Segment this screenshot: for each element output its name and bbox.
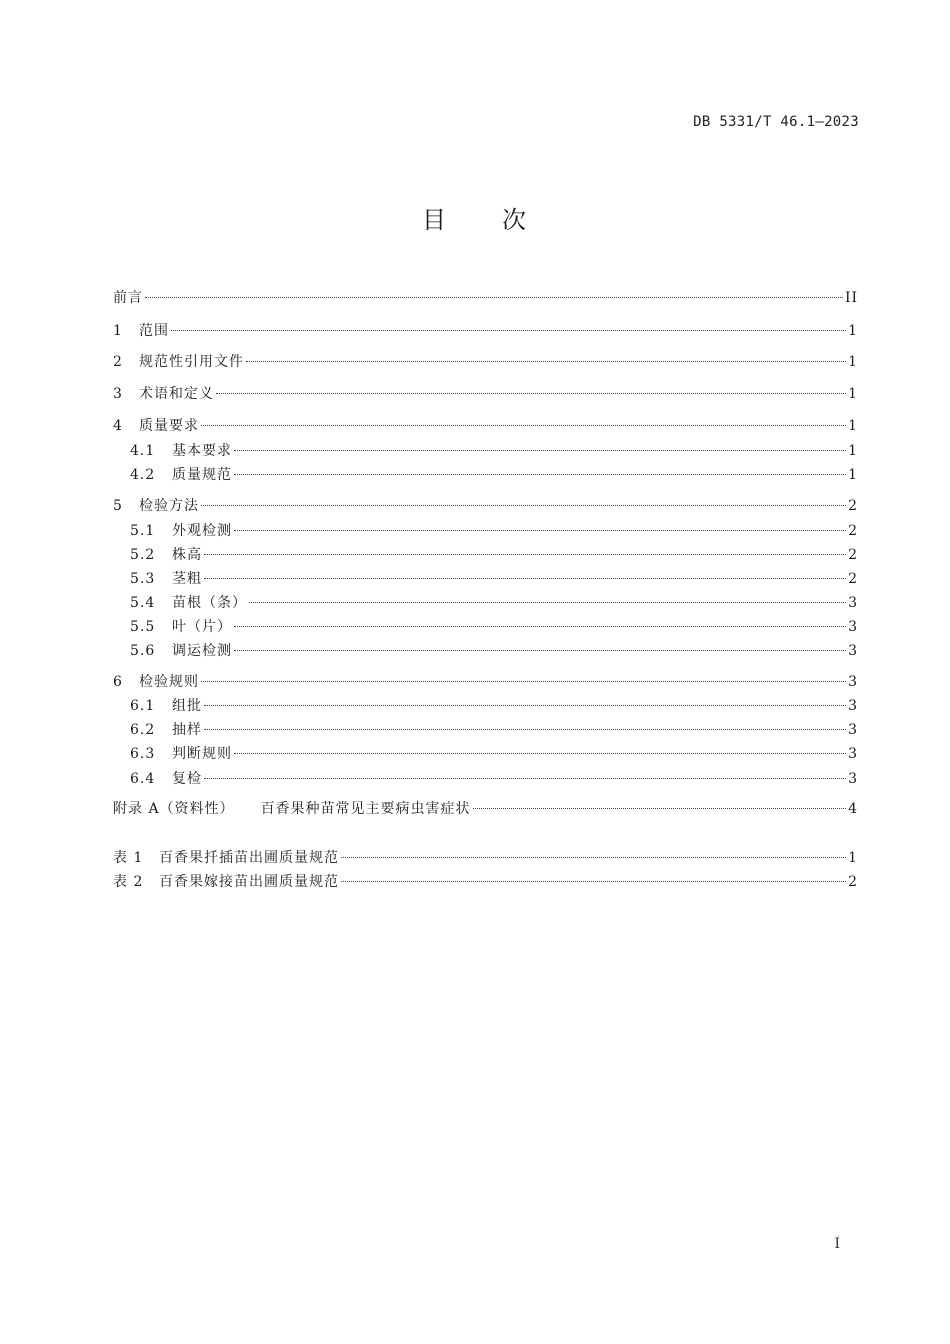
toc-entry-number: 6.1 (130, 698, 156, 714)
toc-entry-label: 检验规则 (139, 674, 199, 690)
toc-entry[interactable] (113, 719, 858, 741)
dot-leader (341, 856, 846, 858)
dot-leader (341, 880, 846, 882)
dot-leader (473, 807, 846, 809)
toc-entry-label: 规范性引用文件 (139, 354, 244, 370)
dot-leader (234, 625, 846, 627)
toc-entry[interactable] (113, 743, 858, 765)
page-number: I (834, 1236, 840, 1252)
table-list-entry[interactable] (113, 871, 858, 893)
toc-entry-number: 5.3 (130, 571, 156, 587)
table-entry-page: 1 (848, 850, 858, 866)
dot-leader (234, 649, 846, 651)
toc-entry-number: 6.4 (130, 771, 156, 787)
toc-entry[interactable] (113, 464, 858, 486)
dot-leader (204, 728, 846, 730)
table-entry-label: 百香果嫁接苗出圃质量规范 (159, 874, 339, 890)
toc-entry-label: 基本要求 (172, 443, 232, 459)
toc-entry-label: 外观检测 (172, 523, 232, 539)
toc-entry-number: 6 (113, 674, 123, 690)
toc-entry-number: 5.5 (130, 619, 156, 635)
toc-entry-page: II (844, 290, 858, 306)
toc-entry-page: 4 (848, 801, 858, 817)
toc-entry[interactable] (113, 768, 858, 790)
toc-entry[interactable] (113, 671, 858, 693)
toc-entry[interactable] (113, 798, 858, 820)
dot-leader (171, 329, 846, 331)
title-char-2: 次 (502, 206, 528, 234)
table-entry-label: 百香果扦插苗出圃质量规范 (159, 850, 339, 866)
toc-entry-number: 3 (113, 386, 123, 402)
toc-entry-number: 5.2 (130, 547, 156, 563)
toc-entry-label: 复检 (172, 771, 202, 787)
toc-entry-label: 苗根（条） (172, 595, 247, 611)
dot-leader (204, 577, 846, 579)
dot-leader (234, 473, 846, 475)
toc-entry[interactable] (113, 616, 858, 638)
toc-entry-label: 判断规则 (172, 746, 232, 762)
toc-entry[interactable] (113, 544, 858, 566)
toc-entry-number: 1 (113, 323, 123, 339)
toc-entry-number: 6.2 (130, 722, 156, 738)
toc-entry-label: 质量规范 (172, 467, 232, 483)
toc-entry-number: 附录 A（资料性） (113, 801, 235, 817)
dot-leader (246, 360, 846, 362)
toc-entry-page: 3 (848, 771, 858, 787)
table-list-entry[interactable] (113, 847, 858, 869)
toc-entry-page: 3 (848, 674, 858, 690)
toc-entry[interactable] (113, 415, 858, 437)
toc-entry[interactable] (113, 383, 858, 405)
title-char-1: 目 (422, 206, 448, 234)
toc-entry-number: 5.4 (130, 595, 156, 611)
toc-entry-page: 1 (848, 354, 858, 370)
toc-entry-page: 2 (848, 498, 858, 514)
toc-entry-page: 1 (848, 386, 858, 402)
toc-entry-page: 1 (848, 323, 858, 339)
toc-entry-page: 1 (848, 467, 858, 483)
toc-entry-number: 4 (113, 418, 123, 434)
toc-entry-label: 质量要求 (139, 418, 199, 434)
toc-entry-label: 抽样 (172, 722, 202, 738)
toc-entry[interactable] (113, 440, 858, 462)
toc-entry[interactable] (113, 592, 858, 614)
toc-entry[interactable] (113, 695, 858, 717)
toc-entry-label: 术语和定义 (139, 386, 214, 402)
toc-entry-page: 3 (848, 722, 858, 738)
toc-entry-label: 前言 (113, 290, 143, 306)
dot-leader (234, 449, 846, 451)
toc-entry-number: 6.3 (130, 746, 156, 762)
toc-entry-page: 2 (848, 571, 858, 587)
page-title (0, 200, 950, 235)
toc-entry-number: 5 (113, 498, 123, 514)
toc-entry-number: 2 (113, 354, 123, 370)
toc-entry[interactable] (113, 320, 858, 342)
toc-entry-label: 株高 (172, 547, 202, 563)
table-entry-page: 2 (848, 874, 858, 890)
toc-entry-number: 5.6 (130, 643, 156, 659)
toc-entry-page: 3 (848, 746, 858, 762)
dot-leader (201, 424, 846, 426)
toc-entry-page: 3 (848, 619, 858, 635)
toc-entry-label: 百香果种苗常见主要病虫害症状 (260, 801, 471, 817)
toc-entry[interactable] (113, 495, 858, 517)
toc-entry-page: 2 (848, 547, 858, 563)
toc-entry-label: 范围 (139, 323, 169, 339)
toc-entry-page: 3 (848, 643, 858, 659)
toc-entry-label: 叶（片） (172, 619, 232, 635)
toc-entry[interactable] (113, 287, 858, 309)
toc-entry-number: 4.2 (130, 467, 156, 483)
dot-leader (201, 504, 846, 506)
document-code: DB 5331/T 46.1—2023 (693, 114, 859, 130)
table-entry-number: 表 1 (113, 850, 144, 866)
toc-entry-page: 2 (848, 523, 858, 539)
toc-entry-label: 茎粗 (172, 571, 202, 587)
toc-entry-number: 4.1 (130, 443, 156, 459)
toc-entry[interactable] (113, 351, 858, 373)
toc-entry[interactable] (113, 520, 858, 542)
toc-entry-page: 3 (848, 595, 858, 611)
dot-leader (204, 704, 846, 706)
toc-entry-page: 3 (848, 698, 858, 714)
dot-leader (234, 752, 846, 754)
dot-leader (216, 392, 846, 394)
toc-entry[interactable] (113, 568, 858, 590)
dot-leader (204, 777, 846, 779)
dot-leader (201, 680, 846, 682)
toc-entry-page: 1 (848, 443, 858, 459)
dot-leader (204, 553, 846, 555)
table-entry-number: 表 2 (113, 874, 144, 890)
toc-entry-number: 5.1 (130, 523, 156, 539)
dot-leader (249, 601, 846, 603)
dot-leader (234, 529, 846, 531)
toc-entry-label: 调运检测 (172, 643, 232, 659)
toc-entry[interactable] (113, 640, 858, 662)
toc-entry-label: 检验方法 (139, 498, 199, 514)
toc-entry-label: 组批 (172, 698, 202, 714)
dot-leader (145, 296, 843, 298)
toc-entry-page: 1 (848, 418, 858, 434)
